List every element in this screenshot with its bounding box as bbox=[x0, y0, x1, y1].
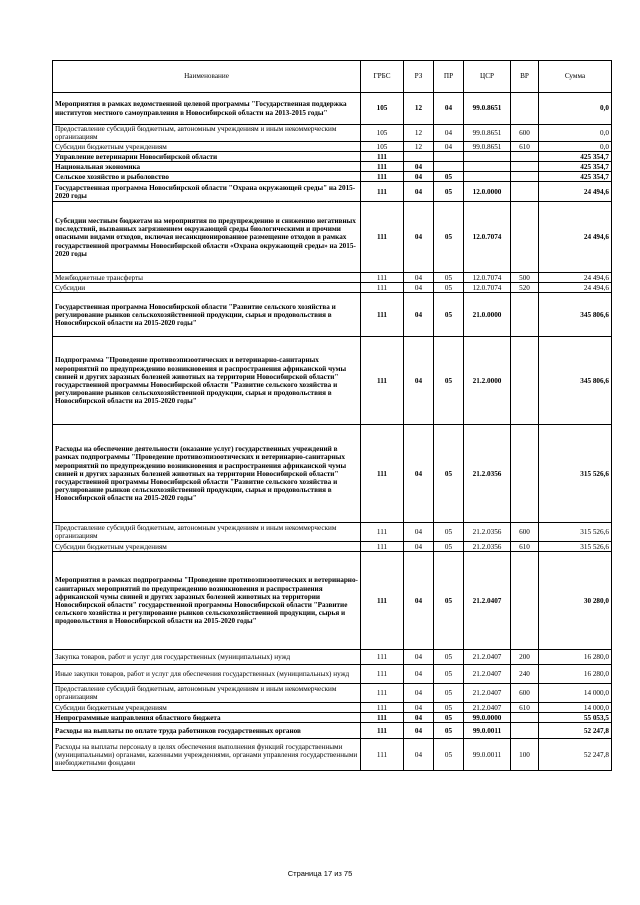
row-rz: 04 bbox=[404, 172, 434, 182]
row-rz: 04 bbox=[404, 723, 434, 739]
row-pr bbox=[434, 162, 464, 172]
row-csr: 21.2.0407 bbox=[464, 684, 511, 703]
budget-table bbox=[52, 60, 612, 771]
table-row bbox=[53, 542, 612, 552]
row-name: Предоставление субсидий бюджетным, автономным учреждениям и иным некоммерческим организациям bbox=[53, 684, 361, 703]
header-pr: ПР bbox=[434, 61, 464, 93]
table-row bbox=[53, 125, 612, 142]
row-name: Предоставление субсидий бюджетным, автономным учреждениям и иным некоммерческим организациям bbox=[53, 523, 361, 542]
row-rz: 04 bbox=[404, 684, 434, 703]
row-vr: 600 bbox=[511, 125, 539, 142]
row-csr: 21.2.0356 bbox=[464, 523, 511, 542]
row-grbs: 111 bbox=[361, 182, 404, 202]
table-row bbox=[53, 523, 612, 542]
row-name: Межбюджетные трансферты bbox=[53, 273, 361, 283]
row-csr: 99.0.0011 bbox=[464, 723, 511, 739]
row-rz: 04 bbox=[404, 162, 434, 172]
row-grbs: 111 bbox=[361, 542, 404, 552]
row-csr bbox=[464, 152, 511, 162]
row-grbs: 111 bbox=[361, 425, 404, 523]
row-name: Субсидии бюджетным учреждениям bbox=[53, 142, 361, 152]
header-grbs: ГРБС bbox=[361, 61, 404, 93]
row-rz: 04 bbox=[404, 552, 434, 650]
row-vr: 610 bbox=[511, 542, 539, 552]
row-csr: 21.2.0407 bbox=[464, 665, 511, 684]
row-sum: 16 280,0 bbox=[539, 665, 612, 684]
row-name: Расходы на выплаты по оплате труда работников государственных органов bbox=[53, 723, 361, 739]
row-grbs: 111 bbox=[361, 293, 404, 337]
table-row bbox=[53, 152, 612, 162]
row-grbs: 105 bbox=[361, 125, 404, 142]
row-sum: 0,0 bbox=[539, 93, 612, 125]
row-pr: 05 bbox=[434, 552, 464, 650]
row-vr bbox=[511, 152, 539, 162]
header-csr: ЦСР bbox=[464, 61, 511, 93]
row-csr: 12.0.7074 bbox=[464, 202, 511, 273]
row-pr: 05 bbox=[434, 713, 464, 723]
row-name: Расходы на выплаты персоналу в целях обеспечения выполнения функций государственными (муниципальными) органами, казенными учреждениями, органами управления государственными внебюджетными фондами bbox=[53, 739, 361, 771]
row-sum: 30 280,0 bbox=[539, 552, 612, 650]
table-row bbox=[53, 172, 612, 182]
row-rz: 04 bbox=[404, 650, 434, 665]
row-pr: 05 bbox=[434, 542, 464, 552]
row-csr bbox=[464, 172, 511, 182]
row-name: Субсидии местным бюджетам на мероприятия по предупреждению и снижению негативных последствий, вызванных загрязнением окружающей среды биологическими и прочими опасными видами отходов, включая несанкционированное размещение отходов в рамках государственной программы Новосибирской области «Охрана окружающей среды» на 2015-2020 годы bbox=[53, 202, 361, 273]
row-pr: 04 bbox=[434, 93, 464, 125]
row-pr bbox=[434, 152, 464, 162]
row-pr: 05 bbox=[434, 723, 464, 739]
row-vr: 520 bbox=[511, 283, 539, 293]
row-rz: 04 bbox=[404, 542, 434, 552]
row-grbs: 111 bbox=[361, 665, 404, 684]
table-row bbox=[53, 713, 612, 723]
row-grbs: 111 bbox=[361, 703, 404, 713]
row-pr: 05 bbox=[434, 703, 464, 713]
header-rz: РЗ bbox=[404, 61, 434, 93]
row-rz bbox=[404, 152, 434, 162]
row-grbs: 111 bbox=[361, 273, 404, 283]
row-grbs: 105 bbox=[361, 142, 404, 152]
row-vr: 610 bbox=[511, 142, 539, 152]
row-name: Иные закупки товаров, работ и услуг для обеспечения государственных (муниципальных) нужд bbox=[53, 665, 361, 684]
row-rz: 04 bbox=[404, 283, 434, 293]
row-vr: 200 bbox=[511, 650, 539, 665]
row-csr: 12.0.7074 bbox=[464, 283, 511, 293]
row-grbs: 111 bbox=[361, 162, 404, 172]
row-vr bbox=[511, 337, 539, 425]
row-rz: 04 bbox=[404, 523, 434, 542]
table-row bbox=[53, 273, 612, 283]
row-name: Субсидии бюджетным учреждениям bbox=[53, 703, 361, 713]
row-sum: 52 247,8 bbox=[539, 739, 612, 771]
row-rz: 12 bbox=[404, 125, 434, 142]
row-sum: 345 806,6 bbox=[539, 337, 612, 425]
row-vr: 240 bbox=[511, 665, 539, 684]
row-name: Сельское хозяйство и рыболовство bbox=[53, 172, 361, 182]
row-pr: 05 bbox=[434, 172, 464, 182]
row-rz: 04 bbox=[404, 703, 434, 713]
row-pr: 05 bbox=[434, 293, 464, 337]
table-body bbox=[53, 93, 612, 771]
table-header-row bbox=[53, 61, 612, 93]
table-row bbox=[53, 425, 612, 523]
row-csr: 99.0.8651 bbox=[464, 142, 511, 152]
row-grbs: 105 bbox=[361, 93, 404, 125]
row-sum: 425 354,7 bbox=[539, 172, 612, 182]
row-name: Мероприятия в рамках ведомственной целевой программы "Государственная поддержка институтов местного самоуправления в Новосибирской области на 2013-2015 годы" bbox=[53, 93, 361, 125]
row-name: Подпрограмма "Проведение противоэпизоотических и ветеринарно-санитарных мероприятий по предупреждению возникновения и распространения африканской чумы свиней и других заразных болезней животных на территории Новосибирской области" государственной программы Новосибирской области "Развитие сельского хозяйства и регулирование рынков сельскохозяйственной продукции, сырья и продовольствия в Новосибирской области на 2015-2020 годы" bbox=[53, 337, 361, 425]
table-row bbox=[53, 202, 612, 273]
row-vr bbox=[511, 172, 539, 182]
row-vr bbox=[511, 293, 539, 337]
row-grbs: 111 bbox=[361, 202, 404, 273]
row-csr: 99.0.0011 bbox=[464, 739, 511, 771]
row-grbs: 111 bbox=[361, 152, 404, 162]
row-rz: 04 bbox=[404, 293, 434, 337]
row-sum: 0,0 bbox=[539, 125, 612, 142]
table-row bbox=[53, 552, 612, 650]
row-vr bbox=[511, 713, 539, 723]
row-grbs: 111 bbox=[361, 723, 404, 739]
table-row bbox=[53, 723, 612, 739]
row-vr bbox=[511, 93, 539, 125]
row-grbs: 111 bbox=[361, 523, 404, 542]
row-name: Государственная программа Новосибирской области "Развитие сельского хозяйства и регулирование рынков сельскохозяйственной продукции, сырья и продовольствия в Новосибирской области на 2015-2020 годы" bbox=[53, 293, 361, 337]
row-name: Субсидии бюджетным учреждениям bbox=[53, 542, 361, 552]
row-pr: 04 bbox=[434, 125, 464, 142]
row-csr: 21.2.0407 bbox=[464, 650, 511, 665]
row-vr: 600 bbox=[511, 684, 539, 703]
row-name: Мероприятия в рамках подпрограммы "Проведение противоэпизоотических и ветеринарно-санитарных мероприятий по предупреждению возникновения и распространения африканской чумы свиней и других заразных болезней животных на территории Новосибирской области" государственной программы Новосибирской области "Развитие сельского хозяйства и регулирование рынков сельскохозяйственной продукции, сырья и продовольствия в Новосибирской области на 2015-2020 годы" bbox=[53, 552, 361, 650]
row-csr: 21.2.0407 bbox=[464, 552, 511, 650]
table-row bbox=[53, 739, 612, 771]
row-rz: 12 bbox=[404, 142, 434, 152]
row-vr bbox=[511, 202, 539, 273]
row-vr: 100 bbox=[511, 739, 539, 771]
row-grbs: 111 bbox=[361, 713, 404, 723]
row-rz: 04 bbox=[404, 739, 434, 771]
row-pr: 05 bbox=[434, 523, 464, 542]
row-name: Непрограммные направления областного бюджета bbox=[53, 713, 361, 723]
row-sum: 315 526,6 bbox=[539, 523, 612, 542]
row-vr bbox=[511, 182, 539, 202]
row-sum: 14 000,0 bbox=[539, 703, 612, 713]
row-grbs: 111 bbox=[361, 650, 404, 665]
row-name: Государственная программа Новосибирской области "Охрана окружающей среды" на 2015-2020 годы bbox=[53, 182, 361, 202]
row-sum: 24 494,6 bbox=[539, 202, 612, 273]
row-vr: 500 bbox=[511, 273, 539, 283]
row-rz: 04 bbox=[404, 202, 434, 273]
row-sum: 0,0 bbox=[539, 142, 612, 152]
row-name: Управление ветеринарии Новосибирской области bbox=[53, 152, 361, 162]
row-rz: 04 bbox=[404, 425, 434, 523]
row-sum: 425 354,7 bbox=[539, 162, 612, 172]
row-csr: 21.2.0407 bbox=[464, 703, 511, 713]
row-sum: 14 000,0 bbox=[539, 684, 612, 703]
row-sum: 315 526,6 bbox=[539, 425, 612, 523]
row-vr: 610 bbox=[511, 703, 539, 713]
row-pr: 05 bbox=[434, 283, 464, 293]
row-csr: 12.0.0000 bbox=[464, 182, 511, 202]
row-sum: 16 280,0 bbox=[539, 650, 612, 665]
row-name: Закупка товаров, работ и услуг для государственных (муниципальных) нужд bbox=[53, 650, 361, 665]
table-row bbox=[53, 93, 612, 125]
row-name: Расходы на обеспечение деятельности (оказание услуг) государственных учреждений в рамках подпрограммы "Проведение противоэпизоотических и ветеринарно-санитарных мероприятий по предупреждению возникновения и распространения африканской чумы свиней и других заразных болезней животных на территории Новосибирской области" государственной программы Новосибирской области "Развитие сельского хозяйства и регулирование рынков сельскохозяйственной продукции, сырья и продовольствия в Новосибирской области на 2015-2020 годы" bbox=[53, 425, 361, 523]
row-name: Национальная экономика bbox=[53, 162, 361, 172]
table-row bbox=[53, 293, 612, 337]
row-csr: 21.0.0000 bbox=[464, 293, 511, 337]
row-sum: 315 526,6 bbox=[539, 542, 612, 552]
table-row bbox=[53, 182, 612, 202]
row-pr: 05 bbox=[434, 182, 464, 202]
row-pr: 05 bbox=[434, 337, 464, 425]
row-name: Субсидии bbox=[53, 283, 361, 293]
row-pr: 05 bbox=[434, 650, 464, 665]
table-row bbox=[53, 162, 612, 172]
row-sum: 55 053,5 bbox=[539, 713, 612, 723]
row-sum: 24 494,6 bbox=[539, 283, 612, 293]
row-vr bbox=[511, 552, 539, 650]
row-vr bbox=[511, 425, 539, 523]
row-pr: 05 bbox=[434, 273, 464, 283]
row-grbs: 111 bbox=[361, 684, 404, 703]
row-vr: 600 bbox=[511, 523, 539, 542]
table-row bbox=[53, 684, 612, 703]
header-name: Наименование bbox=[53, 61, 361, 93]
table-row bbox=[53, 337, 612, 425]
row-csr bbox=[464, 162, 511, 172]
table-row bbox=[53, 703, 612, 713]
table-row bbox=[53, 142, 612, 152]
row-pr: 05 bbox=[434, 665, 464, 684]
row-rz: 04 bbox=[404, 713, 434, 723]
row-sum: 24 494,6 bbox=[539, 273, 612, 283]
row-pr: 05 bbox=[434, 425, 464, 523]
row-pr: 04 bbox=[434, 142, 464, 152]
row-sum: 52 247,8 bbox=[539, 723, 612, 739]
header-vr: ВР bbox=[511, 61, 539, 93]
row-csr: 21.2.0356 bbox=[464, 425, 511, 523]
row-vr bbox=[511, 162, 539, 172]
row-rz: 12 bbox=[404, 93, 434, 125]
row-grbs: 111 bbox=[361, 172, 404, 182]
row-csr: 21.2.0000 bbox=[464, 337, 511, 425]
row-sum: 24 494,6 bbox=[539, 182, 612, 202]
row-csr: 12.0.7074 bbox=[464, 273, 511, 283]
table-row bbox=[53, 665, 612, 684]
row-vr bbox=[511, 723, 539, 739]
row-grbs: 111 bbox=[361, 337, 404, 425]
row-sum: 345 806,6 bbox=[539, 293, 612, 337]
row-rz: 04 bbox=[404, 665, 434, 684]
row-name: Предоставление субсидий бюджетным, автономным учреждениям и иным некоммерческим организациям bbox=[53, 125, 361, 142]
row-rz: 04 bbox=[404, 273, 434, 283]
row-csr: 99.0.8651 bbox=[464, 93, 511, 125]
row-grbs: 111 bbox=[361, 283, 404, 293]
row-sum: 425 354,7 bbox=[539, 152, 612, 162]
row-pr: 05 bbox=[434, 202, 464, 273]
row-pr: 05 bbox=[434, 739, 464, 771]
page-number: Страница 17 из 75 bbox=[287, 869, 353, 878]
header-sum: Сумма bbox=[539, 61, 612, 93]
row-pr: 05 bbox=[434, 684, 464, 703]
row-csr: 99.0.8651 bbox=[464, 125, 511, 142]
row-csr: 99.0.0000 bbox=[464, 713, 511, 723]
row-grbs: 111 bbox=[361, 739, 404, 771]
row-csr: 21.2.0356 bbox=[464, 542, 511, 552]
row-grbs: 111 bbox=[361, 552, 404, 650]
row-rz: 04 bbox=[404, 182, 434, 202]
table-row bbox=[53, 650, 612, 665]
row-rz: 04 bbox=[404, 337, 434, 425]
table-row bbox=[53, 283, 612, 293]
